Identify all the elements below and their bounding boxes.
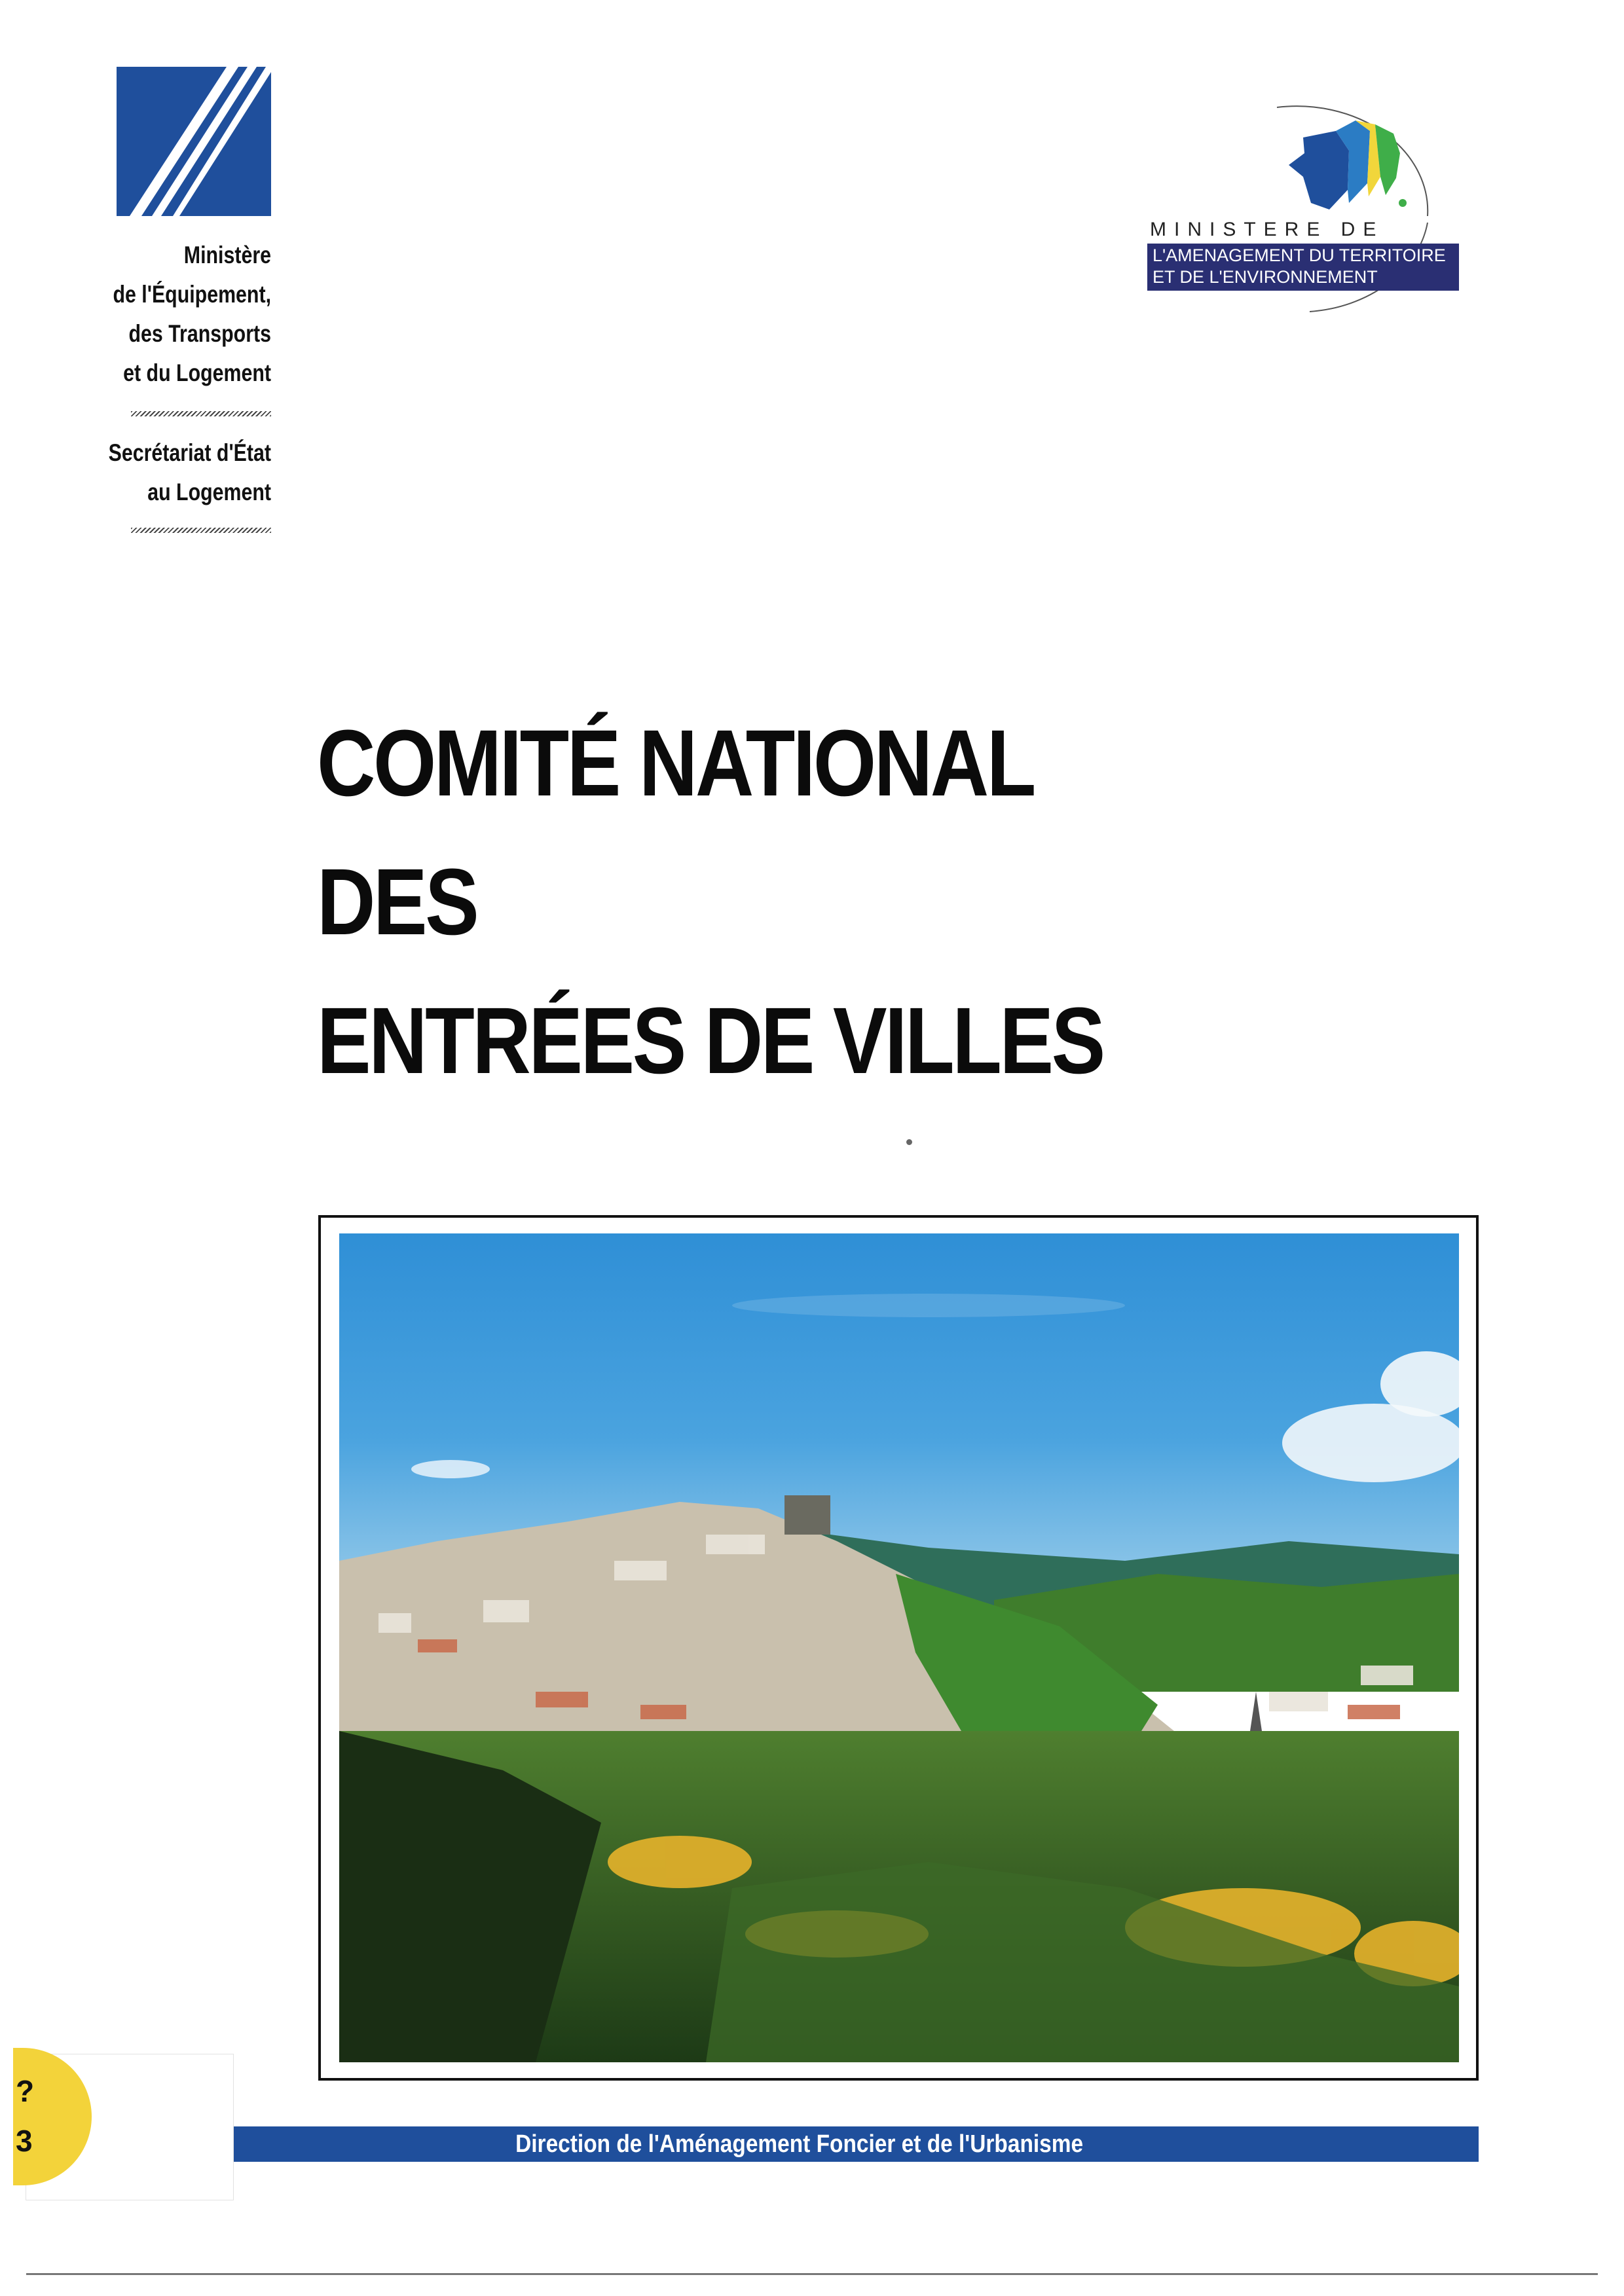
secretariat-line: Secrétariat d'État: [108, 439, 271, 466]
ministry-line: des Transports: [128, 320, 271, 347]
title-line: ENTRÉES DE VILLES: [317, 988, 1103, 1093]
title-line: DES: [317, 849, 477, 955]
divider: [131, 528, 271, 533]
divider: [131, 411, 271, 416]
title-line: COMITÉ NATIONAL: [317, 710, 1034, 816]
ministry-environment-band: [1147, 244, 1459, 291]
sticker-label: [16, 2066, 34, 2166]
scan-speck: [906, 1139, 912, 1145]
ministry-equipment-name: [81, 236, 271, 512]
ministry-line: de l'Équipement,: [113, 281, 271, 308]
secretariat-line: au Logement: [147, 479, 271, 505]
band-line: L'AMENAGEMENT DU TERRITOIRE: [1153, 246, 1446, 265]
sticker-line: ?: [16, 2074, 35, 2108]
scan-edge: [26, 2273, 1598, 2275]
footer-text: Direction de l'Aménagement Foncier et de l'Urbanisme: [515, 2130, 1084, 2158]
band-line: ET DE L'ENVIRONNEMENT: [1153, 267, 1378, 287]
ministry-line: Ministère: [183, 242, 271, 268]
document-title: [317, 694, 1331, 1110]
sticker-line: 3: [16, 2124, 33, 2158]
hilltop-town-photo: [339, 1233, 1459, 2062]
ministry-equipment-logo: [117, 67, 271, 216]
ministry-environment-label: MINISTERE DE: [1150, 219, 1384, 240]
ministry-line: et du Logement: [123, 359, 271, 386]
france-map-icon: [1289, 120, 1407, 210]
footer-bar: [120, 2126, 1479, 2162]
